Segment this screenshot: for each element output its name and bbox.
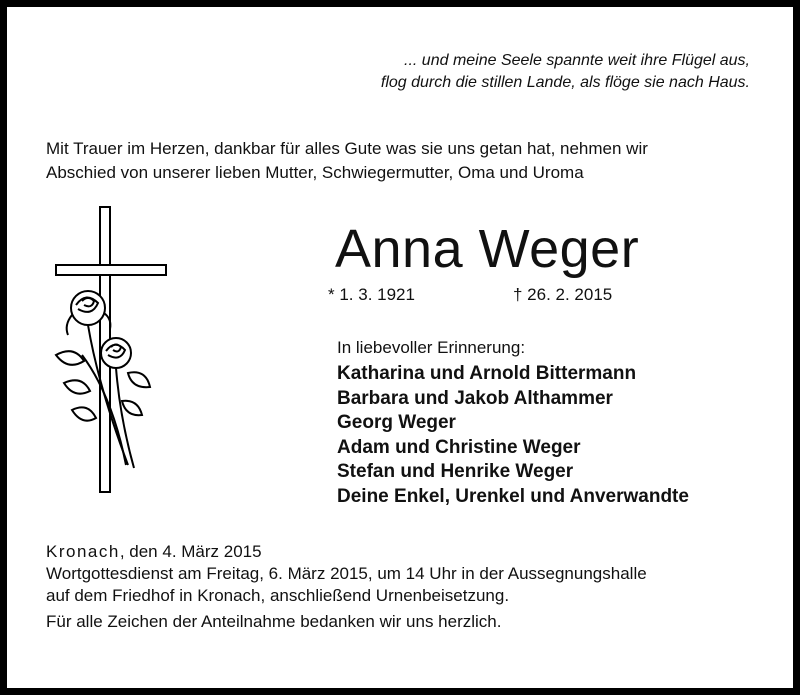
intro-line: Abschied von unserer lieben Mutter, Schwiegermutter, Oma und Uroma: [46, 163, 584, 182]
thanks-line: Für alle Zeichen der Anteilnahme bedanken wir uns herzlich.: [46, 612, 502, 631]
mourner-name: Katharina und Arnold Bittermann: [337, 363, 637, 384]
service-line: auf dem Friedhof in Kronach, anschließend Urnenbeisetzung.: [46, 586, 510, 605]
birth-date: * 1. 3. 1921: [328, 285, 415, 304]
mourner-name: Barbara und Jakob Althammer: [337, 387, 613, 409]
notice-date: , den 4. März 2015: [119, 542, 262, 561]
poem-quote: [381, 50, 750, 94]
closing-text: [46, 541, 647, 633]
mourners-list: [337, 336, 689, 509]
mourner-name: Deine Enkel, Urenkel und Anverwandte: [337, 485, 689, 507]
mourner-name: Georg Weger: [337, 412, 456, 433]
intro-line: Mit Trauer im Herzen, dankbar für alles Gute was sie uns getan hat, nehmen wir: [46, 139, 648, 158]
intro-text: [46, 137, 766, 185]
mourner-name: Stefan und Henrike Weger: [337, 461, 574, 482]
death-date: † 26. 2. 2015: [513, 285, 613, 304]
quote-line: ... und meine Seele spannte weit ihre Flügel aus,: [404, 52, 750, 69]
deceased-name: Anna Weger: [335, 219, 640, 279]
place-date-line: [46, 541, 647, 563]
mourner-name: Adam und Christine Weger: [337, 436, 581, 458]
quote-line: flog durch die stillen Lande, als flöge sie nach Haus.: [380, 74, 750, 91]
place-name: Kronach: [46, 542, 120, 561]
mourners-label: In liebevoller Erinnerung:: [337, 338, 526, 357]
cross-with-roses-icon: [42, 205, 182, 495]
service-line: Wortgottesdienst am Freitag, 6. März 2015, um 14 Uhr in der Aussegnungshalle: [46, 564, 647, 583]
